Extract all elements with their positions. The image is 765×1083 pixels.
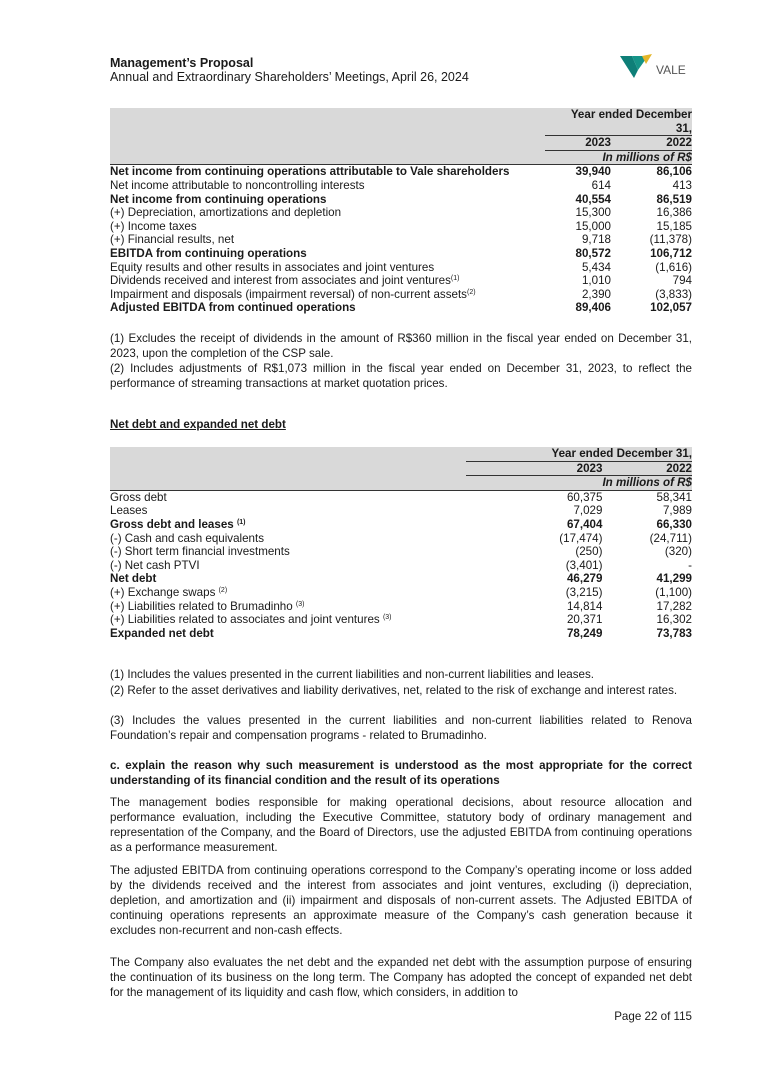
note-2: (2) Refer to the asset derivatives and liability derivatives, net, related to the risk of exchange and interest rates. xyxy=(110,684,678,697)
table-row xyxy=(110,532,692,546)
row-label: Net income attributable to noncontrolling interests xyxy=(110,178,365,192)
table-row xyxy=(110,206,692,220)
row-label: (+) Financial results, net xyxy=(110,233,235,247)
table-row xyxy=(110,586,692,600)
paragraph: The Company also evaluates the net debt and the expanded net debt with the assumption purpose of ensuring the continuation of its business on the long term. The Company has adopted the concept of expanded net debt for the management of its liquidity and cash flow, which considers, in addition to xyxy=(110,956,692,999)
value-2022: (11,378) xyxy=(649,233,692,247)
value-2022: 102,057 xyxy=(650,301,692,315)
table-row xyxy=(110,627,692,641)
period-header: Year ended December 31, xyxy=(466,447,692,461)
value-2022: (1,616) xyxy=(655,260,692,274)
row-label: (-) Cash and cash equivalents xyxy=(110,531,265,545)
row-label: (-) Short term financial investments xyxy=(110,545,290,559)
row-label: (+) Liabilities related to Brumadinho $^{(3)}$ xyxy=(110,599,305,613)
section-title-net-debt: Net debt and expanded net debt xyxy=(110,418,286,431)
value-2022: 106,712 xyxy=(650,246,692,260)
value-2023: 89,406 xyxy=(575,301,611,315)
value-2023: (3,215) xyxy=(565,585,603,599)
footnote-ref: (3) xyxy=(382,614,392,622)
period-header: Year ended December xyxy=(570,108,692,121)
col-2023: 2023 xyxy=(545,136,611,151)
value-2022: 41,299 xyxy=(656,572,692,586)
value-2022: 86,106 xyxy=(656,165,692,179)
paragraph: The adjusted EBITDA from continuing operations correspond to the Company’s operating income or loss added by the dividends received and the interest from associates and joint ventures, excluding (i) depreciation, depletion, and amortization and (ii) impairment and disposals of non-current assets. The Adjusted EBITDA of continuing operations represents an approximate measure of the Company’s cash generation because it excludes non-recurrent and non-cash effects. xyxy=(110,864,692,937)
value-2022: - xyxy=(688,558,692,572)
value-2022: 58,341 xyxy=(656,490,692,504)
value-2022: 413 xyxy=(672,178,692,192)
table-row xyxy=(110,193,692,207)
value-2022: (1,100) xyxy=(655,585,692,599)
footnote-ref: (2) xyxy=(466,288,476,296)
value-2022: 16,302 xyxy=(656,613,692,627)
row-label: Expanded net debt xyxy=(110,626,214,640)
value-2023: 7,029 xyxy=(573,504,603,518)
paragraph: The management bodies responsible for making operational decisions, about resource allocation and performance evaluation, including the Executive Committee, statutory body of ordinary management and representation of the Company, and the Board of Directors, use the adjusted EBITDA from continuing operations as a performance measurement. xyxy=(110,796,692,854)
document-title: Management’s Proposal xyxy=(110,56,254,70)
table-row xyxy=(110,247,692,261)
row-label: (-) Net cash PTVI xyxy=(110,558,200,572)
table-row xyxy=(110,220,692,234)
table-row xyxy=(110,518,692,532)
col-2022: 2022 xyxy=(611,136,692,151)
value-2023: 614 xyxy=(591,178,611,192)
value-2023: 46,279 xyxy=(566,572,603,586)
value-2023: 2,390 xyxy=(581,287,611,301)
value-2022: 17,282 xyxy=(656,599,692,613)
row-label: (+) Exchange swaps $^{(2)}$ xyxy=(110,585,228,599)
table-row xyxy=(110,261,692,275)
value-2023: 5,434 xyxy=(581,260,611,274)
value-2023: 78,249 xyxy=(566,626,603,640)
footnote-ref: (3) xyxy=(295,600,305,608)
footnote-ref: (1) xyxy=(236,518,246,526)
row-label: (+) Liabilities related to associates and joint ventures $^{(3)}$ xyxy=(110,613,392,627)
col-2022: 2022 xyxy=(602,461,692,476)
row-label: Net income from continuing operations attributable to Vale shareholders xyxy=(110,165,510,179)
logo-text: VALE xyxy=(656,63,686,77)
table-row xyxy=(110,613,692,627)
row-label: Equity results and other results in associates and joint ventures xyxy=(110,260,435,274)
footnote-ref: (2) xyxy=(218,586,228,594)
value-2022: 16,386 xyxy=(656,206,692,220)
row-label: EBITDA from continuing operations xyxy=(110,246,307,260)
note-3: (3) Includes the values presented in the current liabilities and non-current liabilities related to Renova Foundation’s repair and compensation programs - related to Brumadinho. xyxy=(110,714,692,742)
value-2023: 15,300 xyxy=(575,206,611,220)
value-2022: 66,330 xyxy=(656,517,692,531)
value-2023: 39,940 xyxy=(575,165,611,179)
table-row xyxy=(110,288,692,302)
page-number: Page 22 of 115 xyxy=(614,1010,692,1023)
row-label: (+) Income taxes xyxy=(110,219,197,233)
value-2022: (320) xyxy=(664,545,692,559)
note-2: (2) Includes adjustments of R$1,073 million in the fiscal year ended on December 31, 2023, to reflect the performance of streaming transactions at market quotation prices. xyxy=(110,362,692,390)
value-2022: 73,783 xyxy=(656,626,692,640)
table-row xyxy=(110,545,692,559)
value-2023: (3,401) xyxy=(565,558,603,572)
row-label: Leases xyxy=(110,504,148,518)
value-2023: 9,718 xyxy=(581,233,611,247)
value-2023: 20,371 xyxy=(566,613,603,627)
table-row xyxy=(110,490,692,504)
table-row xyxy=(110,572,692,586)
value-2023: 15,000 xyxy=(575,219,611,233)
table-row xyxy=(110,600,692,614)
row-label: Gross debt and leases $^{(1)}$ xyxy=(110,517,246,531)
row-label: Adjusted EBITDA from continued operations xyxy=(110,301,356,315)
row-label: (+) Depreciation, amortizations and depletion xyxy=(110,206,342,220)
value-2022: 86,519 xyxy=(656,192,692,206)
value-2023: 14,814 xyxy=(566,599,603,613)
table-row xyxy=(110,504,692,518)
table-row xyxy=(110,301,692,315)
row-label: Net income from continuing operations xyxy=(110,192,327,206)
col-2023: 2023 xyxy=(466,461,602,476)
row-label: Dividends received and interest from associates and joint ventures$^{(1)}$ xyxy=(110,274,460,288)
table-row xyxy=(110,274,692,288)
table-row xyxy=(110,165,692,179)
vale-logo xyxy=(620,52,690,82)
value-2022: 794 xyxy=(672,274,692,288)
value-2022: (24,711) xyxy=(649,531,692,545)
value-2023: 80,572 xyxy=(575,246,611,260)
footnote-ref: (1) xyxy=(450,275,460,283)
row-label: Impairment and disposals (impairment reversal) of non-current assets$^{(2)}$ xyxy=(110,287,476,301)
table-row xyxy=(110,559,692,573)
units: In millions of R$ xyxy=(602,150,692,164)
value-2023: 67,404 xyxy=(566,517,603,531)
row-label: Net debt xyxy=(110,572,157,586)
net-debt-table xyxy=(110,447,692,640)
note-1: (1) Includes the values presented in the current liabilities and non-current liabilities and leases. xyxy=(110,668,594,681)
section-c-title: c. explain the reason why such measurement is understood as the most appropriate for the correct understanding of its financial condition and the result of its operations xyxy=(110,759,692,787)
value-2023: 1,010 xyxy=(581,274,611,288)
value-2023: 40,554 xyxy=(575,192,611,206)
adjusted-ebitda-table: Year ended December 31, 2023 2022 In millions of R$ Net income from continuing operations attributable to Vale shareholders 39,940 86,106 Net income attributable to noncontrolling interests 614 413 Net income from continuing operations 40,554 86,519 (+) Depreciation, amortizations and depletion 15,300 16,386 (+) Income taxes 15,000 15,185 (+) Financial results, net 9,718 (11,378) EBITDA from continuing operations 80,572 106,712 Equity results and other results in associates and joint ventures 5,434 (1,616) Dividends received and interest from associates and joint ventures$^{(1)}$ 1,010 794 Impairment and disposals (impairment reversal) of non-current assets$^{(2)}$ 2,390 (3,833) Adjusted EBITDA from continued operations 89,406 102,057 xyxy=(110,108,692,315)
row-label: Gross debt xyxy=(110,490,167,504)
units: In millions of R$ xyxy=(602,476,692,490)
value-2023: (250) xyxy=(575,545,603,559)
value-2022: 7,989 xyxy=(662,504,692,518)
table-row xyxy=(110,233,692,247)
table-row xyxy=(110,179,692,193)
value-2022: (3,833) xyxy=(655,287,692,301)
value-2023: 60,375 xyxy=(566,490,603,504)
note-1: (1) Excludes the receipt of dividends in the amount of R$360 million in the fiscal year ended on December 31, 2023, upon the completion of the CSP sale. xyxy=(110,332,692,360)
document-subtitle: Annual and Extraordinary Shareholders’ Meetings, April 26, 2024 xyxy=(110,70,469,84)
value-2023: (17,474) xyxy=(559,531,603,545)
value-2022: 15,185 xyxy=(656,219,692,233)
